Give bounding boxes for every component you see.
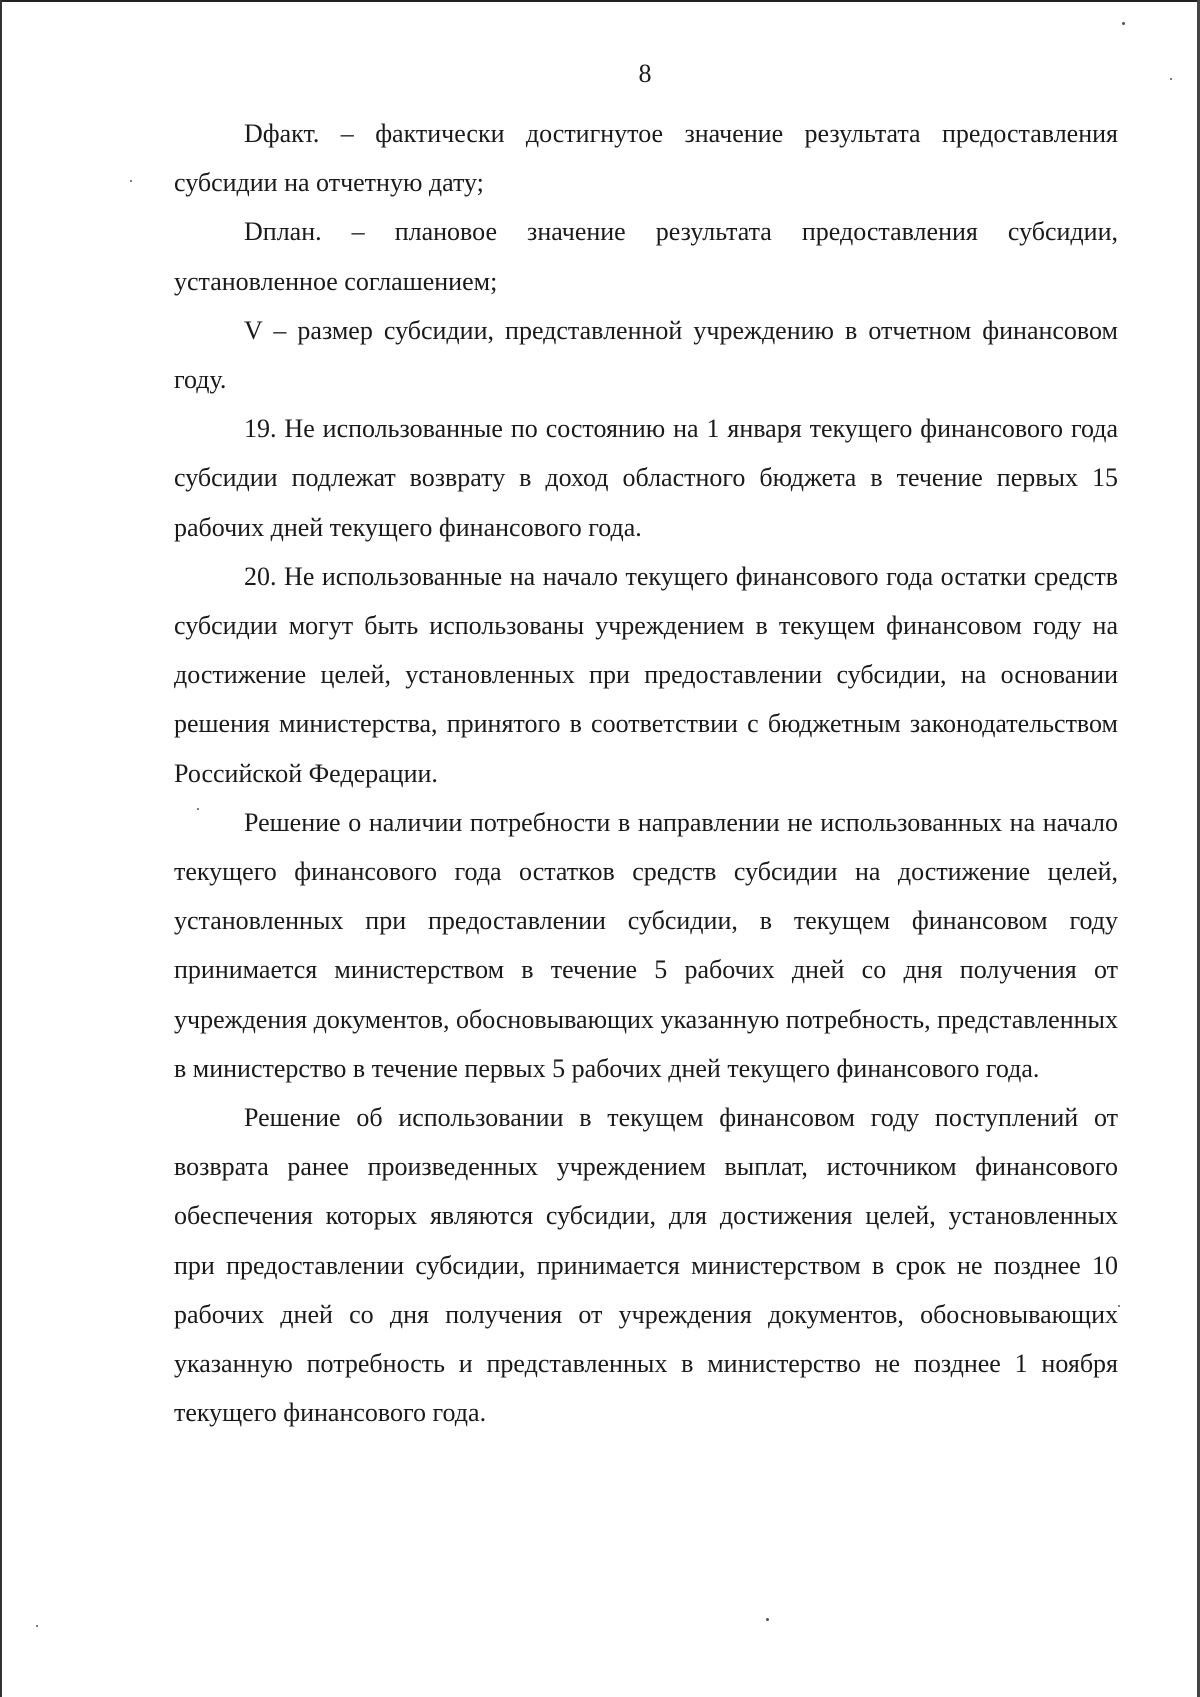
scan-speck: [36, 1625, 38, 1627]
scan-speck: [130, 180, 132, 182]
scan-border-top: [0, 0, 1200, 2]
page-number: 8: [638, 59, 652, 88]
scan-speck: [1170, 78, 1172, 80]
paragraph-d-fact: Dфакт. – фактически достигнутое значение результата предоставления субсидии на отчетную дату;: [174, 119, 1118, 198]
paragraph-decision-need: Решение о наличии потребности в направлении не использованных на начало текущего финансового года остатков средств субсидии на достижение целей, установленных при предоставлении субсидии, в текущем финансовом году принимается министерством в течение 5 рабочих дней со дня получения от учреждения документов, обосновывающих указанную потребность, представленных в министерство в течение первых 5 рабочих дней текущего финансового года.: [174, 807, 1118, 1083]
scan-speck: [1122, 22, 1125, 25]
scan-speck: [766, 1618, 769, 1621]
scan-speck: [1118, 1305, 1120, 1307]
paragraph-decision-use: Решение об использовании в текущем финансовом году поступлений от возврата ранее произведенных учреждением выплат, источником финансового обеспечения которых являются субсидии, для достижения целей, установленных при предоставлении субсидии, принимается министерством в срок не позднее 10 рабочих дней со дня получения от учреждения документов, обосновывающих указанную потребность и представленных в министерство не позднее 1 ноября текущего финансового года.: [174, 1103, 1118, 1428]
paragraph-v-size: V – размер субсидии, представленной учреждению в отчетном финансовом году.: [174, 315, 1118, 395]
document-body: [174, 109, 1118, 1437]
paragraph-d-plan: Dплан. – плановое значение результата предоставления субсидии, установленное соглашением;: [174, 217, 1118, 296]
scan-speck: [197, 808, 199, 810]
paragraph-item-19: 19. Не использованные по состоянию на 1 января текущего финансового года субсидии подлежат возврату в доход областного бюджета в течение первых 15 рабочих дней текущего финансового года.: [174, 414, 1118, 542]
scan-border-left: [0, 0, 2, 1697]
paragraph-item-20: 20. Не использованные на начало текущего финансового года остатки средств субсидии могут быть использованы учреждением в текущем финансовом году на достижение целей, установленных при предоставлении субсидии, на основании решения министерства, принятого в соответствии с бюджетным законодательством Российской Федерации.: [174, 561, 1118, 788]
